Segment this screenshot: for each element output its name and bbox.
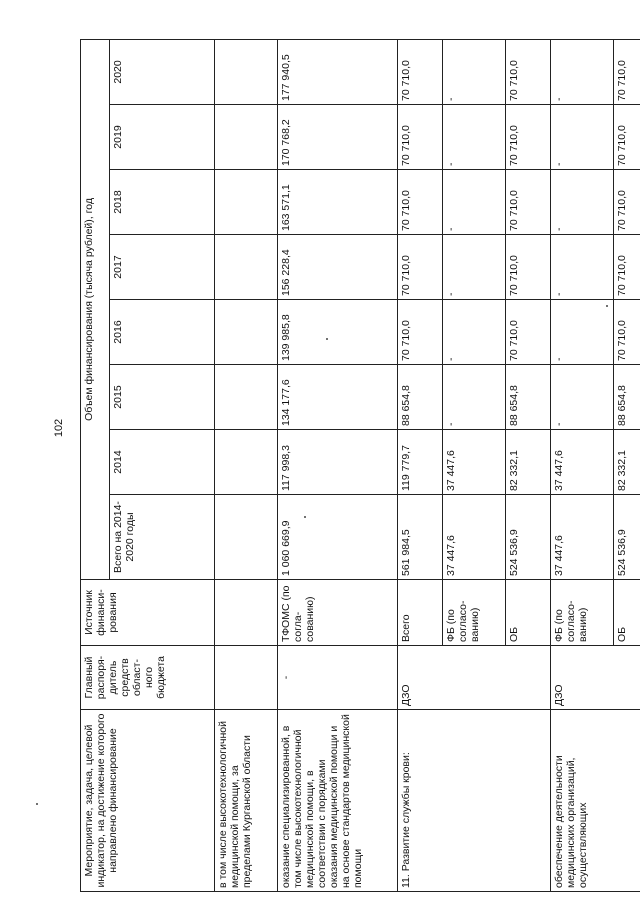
row-total: 1 060 669,9: [278, 495, 398, 580]
row-value: -: [443, 300, 506, 365]
row-source: Всего: [398, 580, 443, 646]
row-value: -: [551, 300, 614, 365]
row-total: 524 536,9: [614, 495, 640, 580]
header-year: 2014: [110, 430, 215, 495]
row-value: 177 940,5: [278, 39, 398, 104]
row-manager: ДЗО: [398, 646, 551, 710]
table-row: [215, 39, 278, 891]
row-event: оказание специализированной, в том числе высокотехнологичной медицинской помощи, в соответствии с порядками оказания медицинской помощи и на основе стандартов медицинской помощи: [278, 710, 398, 892]
header-year: 2018: [110, 170, 215, 235]
row-value: 82 332,1: [614, 430, 640, 495]
row-value: 70 710,0: [506, 300, 551, 365]
row-total: 561 984,5: [398, 495, 443, 580]
row-event: обеспечение деятельности медицинских организаций, осуществляющих: [551, 710, 640, 892]
row-value: [215, 105, 278, 170]
row-value: -: [443, 235, 506, 300]
page-number: 102: [53, 418, 66, 438]
row-source: ОБ: [614, 580, 640, 646]
row-value: 70 710,0: [398, 170, 443, 235]
table-row: [551, 39, 614, 891]
row-value: 70 710,0: [506, 170, 551, 235]
row-value: 70 710,0: [398, 235, 443, 300]
row-value: -: [551, 39, 614, 104]
row-value: -: [551, 170, 614, 235]
row-value: [215, 39, 278, 104]
header-year: 2017: [110, 235, 215, 300]
table-row: [278, 39, 398, 891]
row-value: 70 710,0: [614, 105, 640, 170]
row-value: 170 768,2: [278, 105, 398, 170]
row-source: ФБ (по согласо-ванию): [443, 580, 506, 646]
row-total: 37 447,6: [443, 495, 506, 580]
row-value: 156 228,4: [278, 235, 398, 300]
row-value: 88 654,8: [398, 365, 443, 430]
row-value: 70 710,0: [614, 170, 640, 235]
row-value: [215, 170, 278, 235]
row-value: -: [443, 365, 506, 430]
row-value: [215, 365, 278, 430]
row-value: 70 710,0: [614, 39, 640, 104]
row-total: 37 447,6: [551, 495, 614, 580]
row-total: [215, 495, 278, 580]
row-value: 117 998,3: [278, 430, 398, 495]
row-event: в том числе высокотехнологичной медицинской помощи, за пределами Курганской области: [215, 710, 278, 892]
financing-table: [80, 39, 640, 892]
row-value: -: [551, 235, 614, 300]
row-value: 70 710,0: [398, 39, 443, 104]
row-value: [215, 430, 278, 495]
row-event: 11. Развитие службы крови:: [398, 710, 551, 892]
row-manager: [215, 646, 278, 710]
header-year: 2020: [110, 39, 215, 104]
row-source: [215, 580, 278, 646]
header-row-1: [81, 39, 110, 891]
row-value: 70 710,0: [506, 105, 551, 170]
header-year: 2019: [110, 105, 215, 170]
row-manager: -: [278, 646, 398, 710]
header-financing-group: Объем финансирования (тысяча рублей), год: [81, 39, 110, 579]
row-manager: ДЗО: [551, 646, 640, 710]
row-value: 139 985,8: [278, 300, 398, 365]
row-total: 524 536,9: [506, 495, 551, 580]
row-value: 70 710,0: [398, 105, 443, 170]
row-value: [215, 235, 278, 300]
row-value: 70 710,0: [506, 235, 551, 300]
row-value: 134 177,6: [278, 365, 398, 430]
row-value: -: [443, 170, 506, 235]
row-value: 163 571,1: [278, 170, 398, 235]
header-manager: Главный распоря-дитель средств област-ного бюджета: [81, 646, 215, 710]
header-total: Всего на 2014-2020 годы: [110, 495, 215, 580]
row-value: 82 332,1: [506, 430, 551, 495]
row-value: 119 779,7: [398, 430, 443, 495]
row-value: [215, 300, 278, 365]
row-value: 70 710,0: [614, 300, 640, 365]
row-source: ФБ (по согласо-ванию): [551, 580, 614, 646]
row-value: 70 710,0: [398, 300, 443, 365]
row-value: -: [551, 365, 614, 430]
row-source: ОБ: [506, 580, 551, 646]
row-value: 37 447,6: [443, 430, 506, 495]
row-value: 88 654,8: [614, 365, 640, 430]
table-row: [398, 39, 443, 891]
row-value: 88 654,8: [506, 365, 551, 430]
row-value: 70 710,0: [614, 235, 640, 300]
row-value: -: [551, 105, 614, 170]
row-value: -: [443, 39, 506, 104]
rotated-table-wrapper: [80, 40, 628, 892]
row-source: ТФОМС (по согла-сованию): [278, 580, 398, 646]
header-source: Источник финанси-рования: [81, 580, 215, 646]
row-value: 37 447,6: [551, 430, 614, 495]
header-year: 2015: [110, 365, 215, 430]
header-event: Мероприятие, задача, целевой индикатор, на достижение которого направлено финансирование: [81, 710, 215, 892]
header-year: 2016: [110, 300, 215, 365]
row-value: -: [443, 105, 506, 170]
row-value: 70 710,0: [506, 39, 551, 104]
